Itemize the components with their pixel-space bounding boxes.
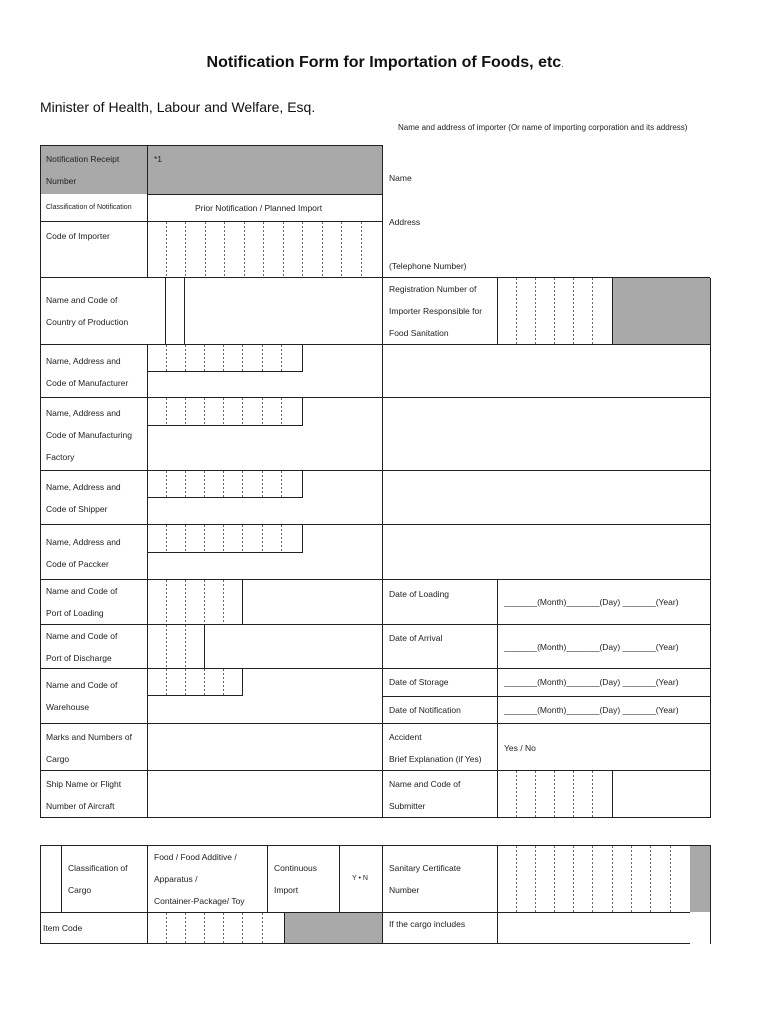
submitter-label: Name and Code of	[389, 779, 461, 789]
shipper-label-2: Code of Shipper	[46, 504, 108, 514]
importer-name-label: Name	[389, 173, 412, 183]
receipt-number-label-2: Number	[46, 176, 77, 186]
importer-telephone-label: (Telephone Number)	[389, 261, 467, 271]
registration-label: Registration Number of	[389, 284, 477, 294]
accident-label-2: Brief Explanation (if Yes)	[389, 754, 482, 764]
packer-name-input[interactable]	[148, 553, 710, 579]
date-of-storage-input[interactable]: _______(Month)_______(Day) _______(Year)	[504, 677, 679, 687]
factory-name-input[interactable]	[148, 426, 710, 470]
registration-number-input[interactable]	[498, 278, 612, 344]
item-code-label: Item Code	[43, 923, 83, 933]
cargo-type-option-3[interactable]: Container-Package/ Toy	[154, 896, 245, 906]
date-of-loading-label: Date of Loading	[389, 589, 450, 599]
packer-label: Name, Address and	[46, 537, 121, 547]
importer-name-input[interactable]	[420, 160, 710, 196]
manufacturer-code-input[interactable]	[148, 345, 302, 371]
accident-yes-no[interactable]: Yes / No	[504, 743, 536, 753]
manufacturer-name-input[interactable]	[148, 372, 710, 397]
registration-label-3: Food Sanitation	[389, 328, 449, 338]
sanitary-certificate-label: Sanitary Certificate	[389, 863, 461, 873]
warehouse-label: Name and Code of	[46, 680, 118, 690]
item-code-input[interactable]	[148, 913, 284, 943]
date-of-notification-label: Date of Notification	[389, 705, 461, 715]
continuous-import-label-2: Import	[274, 885, 299, 895]
packer-code-input[interactable]	[148, 525, 302, 552]
submitter-name-input[interactable]	[613, 771, 710, 817]
warehouse-label-2: Warehouse	[46, 702, 90, 712]
loading-port-label: Name and Code of	[46, 586, 118, 596]
sanitary-certificate-label-2: Number	[389, 885, 420, 895]
country-label: Name and Code of	[46, 295, 118, 305]
submitter-label-2: Submitter	[389, 801, 426, 811]
factory-label-3: Factory	[46, 452, 75, 462]
importer-address-label: Address	[389, 217, 421, 227]
submitter-code-input[interactable]	[498, 771, 612, 817]
country-code-input[interactable]	[148, 278, 184, 344]
date-of-arrival-label: Date of Arrival	[389, 633, 443, 643]
importer-note: Name and address of importer (Or name of importing corporation and its address)	[398, 123, 688, 132]
manufacturer-label-2: Code of Manufacturer	[46, 378, 129, 388]
sanitary-certificate-input[interactable]	[498, 846, 690, 912]
loading-port-name-input[interactable]	[243, 580, 382, 624]
cargo-type-option-2[interactable]: Apparatus /	[154, 874, 198, 884]
classification-options[interactable]: Prior Notification / Planned Import	[195, 203, 323, 213]
importer-address-input[interactable]	[430, 200, 710, 250]
accident-label: Accident	[389, 732, 422, 742]
discharge-port-label: Name and Code of	[46, 631, 118, 641]
classification-label: Classification of Notification	[46, 204, 132, 211]
continuous-import-label: Continuous	[274, 863, 318, 873]
shipper-code-input[interactable]	[148, 471, 302, 497]
packer-label-2: Code of Paccker	[46, 559, 109, 569]
cargo-includes-input[interactable]	[498, 913, 690, 943]
loading-port-code-input[interactable]	[148, 580, 242, 624]
factory-code-input[interactable]	[148, 398, 302, 425]
marks-input[interactable]	[148, 724, 382, 770]
cargo-classification-label: Classification of	[68, 863, 128, 873]
continuous-import-yn[interactable]: Y • N	[352, 875, 368, 882]
date-of-loading-input[interactable]: _______(Month)_______(Day) _______(Year)	[504, 597, 679, 607]
discharge-port-label-2: Port of Discharge	[46, 653, 112, 663]
registration-label-2: Importer Responsible for	[389, 306, 483, 316]
discharge-port-name-input[interactable]	[205, 625, 382, 668]
receipt-number-value: *1	[154, 154, 163, 164]
ship-label: Ship Name or Flight	[46, 779, 122, 789]
factory-label: Name, Address and	[46, 408, 121, 418]
date-of-storage-label: Date of Storage	[389, 677, 449, 687]
warehouse-name-input[interactable]	[148, 696, 382, 723]
discharge-port-code-input[interactable]	[148, 625, 204, 668]
ship-name-input[interactable]	[148, 771, 382, 817]
importer-code-label: Code of Importer	[46, 231, 110, 241]
addressee: Minister of Health, Labour and Welfare, Esq.	[40, 99, 316, 115]
importer-code-input[interactable]	[148, 222, 382, 277]
warehouse-code-input[interactable]	[148, 669, 242, 695]
date-of-notification-input[interactable]: _______(Month)_______(Day) _______(Year)	[504, 705, 679, 715]
loading-port-label-2: Port of Loading	[46, 608, 104, 618]
cargo-classification-label-2: Cargo	[68, 885, 92, 895]
date-of-arrival-input[interactable]: _______(Month)_______(Day) _______(Year)	[504, 642, 679, 652]
ship-label-2: Number of Aircraft	[46, 801, 115, 811]
cargo-type-option-1[interactable]: Food / Food Additive /	[154, 852, 237, 862]
manufacturer-label: Name, Address and	[46, 356, 121, 366]
country-name-input[interactable]	[185, 278, 382, 344]
receipt-number-label: Notification Receipt	[46, 154, 120, 164]
shipper-name-input[interactable]	[148, 498, 710, 524]
cargo-includes-label: If the cargo includes	[389, 919, 466, 929]
country-label-2: Country of Production	[46, 317, 129, 327]
factory-label-2: Code of Manufacturing	[46, 430, 132, 440]
shipper-label: Name, Address and	[46, 482, 121, 492]
marks-label-2: Cargo	[46, 754, 70, 764]
marks-label: Marks and Numbers of	[46, 732, 132, 742]
form-title: Notification Form for Importation of Foods, etc.	[206, 54, 564, 71]
